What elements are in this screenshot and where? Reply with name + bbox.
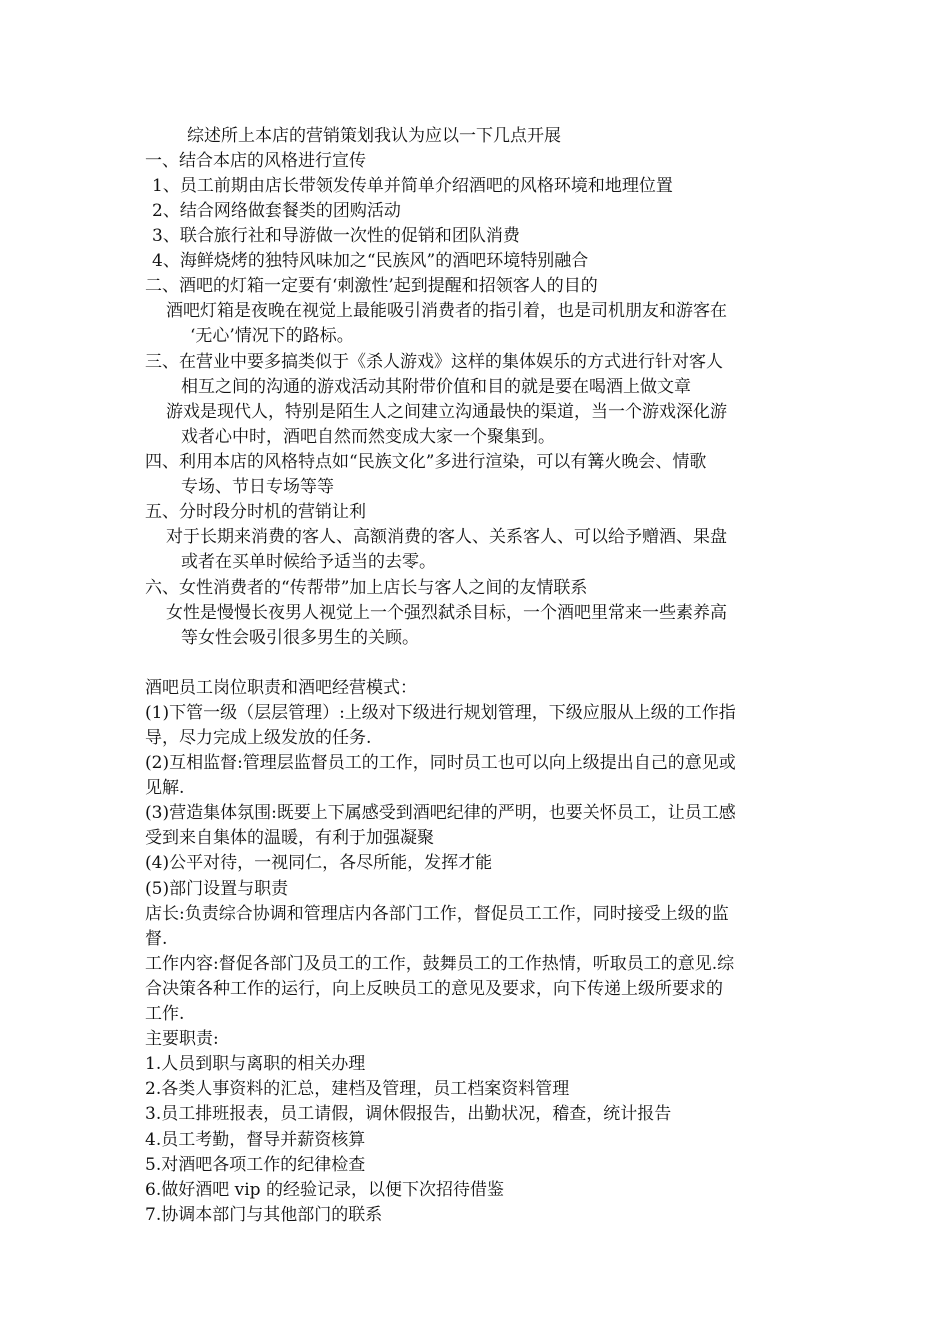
paragraph-line: 导，尽力完成上级发放的任务.	[145, 728, 372, 748]
list-item: 2.各类人事资料的汇总，建档及管理，员工档案资料管理	[145, 1079, 570, 1099]
list-item: 3、联合旅行社和导游做一次性的促销和团队消费	[152, 226, 520, 246]
section-heading-4-cont: 专场、节日专场等等	[181, 477, 334, 497]
paragraph-line: 工作.	[145, 1004, 185, 1024]
section-heading-5: 五、分时段分时机的营销让利	[145, 502, 366, 522]
list-item: 3.员工排班报表，员工请假，调休假报告，出勤状况，稽查，统计报告	[145, 1104, 672, 1124]
section-heading-4: 四、利用本店的风格特点如“民族文化”多进行渲染，可以有篝火晚会、情歌	[145, 452, 707, 472]
list-item: 4.员工考勤，督导并薪资核算	[145, 1130, 366, 1150]
paragraph-line: 督.	[145, 929, 168, 949]
paragraph-line: 酒吧灯箱是夜晚在视觉上最能吸引消费者的指引着，也是司机朋友和游客在	[166, 301, 727, 321]
paragraph-line: (5)部门设置与职责	[145, 879, 289, 899]
section-heading-6: 六、女性消费者的“传帮带”加上店长与客人之间的友情联系	[145, 578, 588, 598]
list-item: 1、员工前期由店长带领发传单并简单介绍酒吧的风格环境和地理位置	[152, 176, 673, 196]
list-item: 5.对酒吧各项工作的纪律检查	[145, 1155, 366, 1175]
paragraph-line: (3)营造集体氛围:既要上下属感受到酒吧纪律的严明，也要关怀员工，让员工感	[145, 803, 736, 823]
list-item: 4、海鲜烧烤的独特风味加之“民族风”的酒吧环境特别融合	[152, 251, 589, 271]
paragraph-line: 对于长期来消费的客人、高额消费的客人、关系客人、可以给予赠酒、果盘	[166, 527, 727, 547]
paragraph-line: 见解.	[145, 778, 185, 798]
paragraph-line: 女性是慢慢长夜男人视觉上一个强烈弑杀目标，一个酒吧里常来一些素养高	[166, 603, 727, 623]
paragraph-line: 或者在买单时候给予适当的去零。	[181, 552, 436, 572]
list-item: 6.做好酒吧 vip 的经验记录，以便下次招待借鉴	[145, 1180, 504, 1200]
paragraph-line: 受到来自集体的温暖，有利于加强凝聚	[145, 828, 434, 848]
section-heading-3: 三、在营业中要多搞类似于《杀人游戏》这样的集体娱乐的方式进行针对客人	[145, 352, 723, 372]
section-heading-2: 二、酒吧的灯箱一定要有‘刺激性’起到提醒和招领客人的目的	[145, 276, 598, 296]
paragraph-line: (1)下管一级（层层管理）:上级对下级进行规划管理，下级应服从上级的工作指	[145, 703, 736, 723]
section-heading-1: 一、结合本店的风格进行宣传	[145, 151, 366, 171]
intro-line: 综述所上本店的营销策划我认为应以一下几点开展	[187, 126, 561, 146]
section-title: 酒吧员工岗位职责和酒吧经营模式：	[145, 678, 417, 698]
paragraph-line: 合决策各种工作的运行，向上反映员工的意见及要求，向下传递上级所要求的	[145, 979, 723, 999]
list-item: 7.协调本部门与其他部门的联系	[145, 1205, 383, 1225]
paragraph-line: 游戏是现代人，特别是陌生人之间建立沟通最快的渠道，当一个游戏深化游	[166, 402, 727, 422]
paragraph-line: ‘无心’情况下的路标。	[190, 326, 354, 346]
list-item: 1.人员到职与离职的相关办理	[145, 1054, 366, 1074]
list-item: 2、结合网络做套餐类的团购活动	[152, 201, 401, 221]
section-heading-3-cont: 相互之间的沟通的游戏活动其附带价值和目的就是要在喝酒上做文章	[181, 377, 691, 397]
paragraph-line: 主要职责:	[145, 1029, 219, 1049]
paragraph-line: 等女性会吸引很多男生的关顾。	[181, 628, 419, 648]
paragraph-line: 戏者心中时，酒吧自然而然变成大家一个聚集到。	[181, 427, 555, 447]
paragraph-line: (4)公平对待，一视同仁，各尽所能，发挥才能	[145, 853, 493, 873]
paragraph-line: 工作内容:督促各部门及员工的工作，鼓舞员工的工作热情，听取员工的意见.综	[145, 954, 735, 974]
paragraph-line: 店长:负责综合协调和管理店内各部门工作，督促员工工作，同时接受上级的监	[145, 904, 729, 924]
paragraph-line: (2)互相监督:管理层监督员工的工作，同时员工也可以向上级提出自己的意见或	[145, 753, 736, 773]
